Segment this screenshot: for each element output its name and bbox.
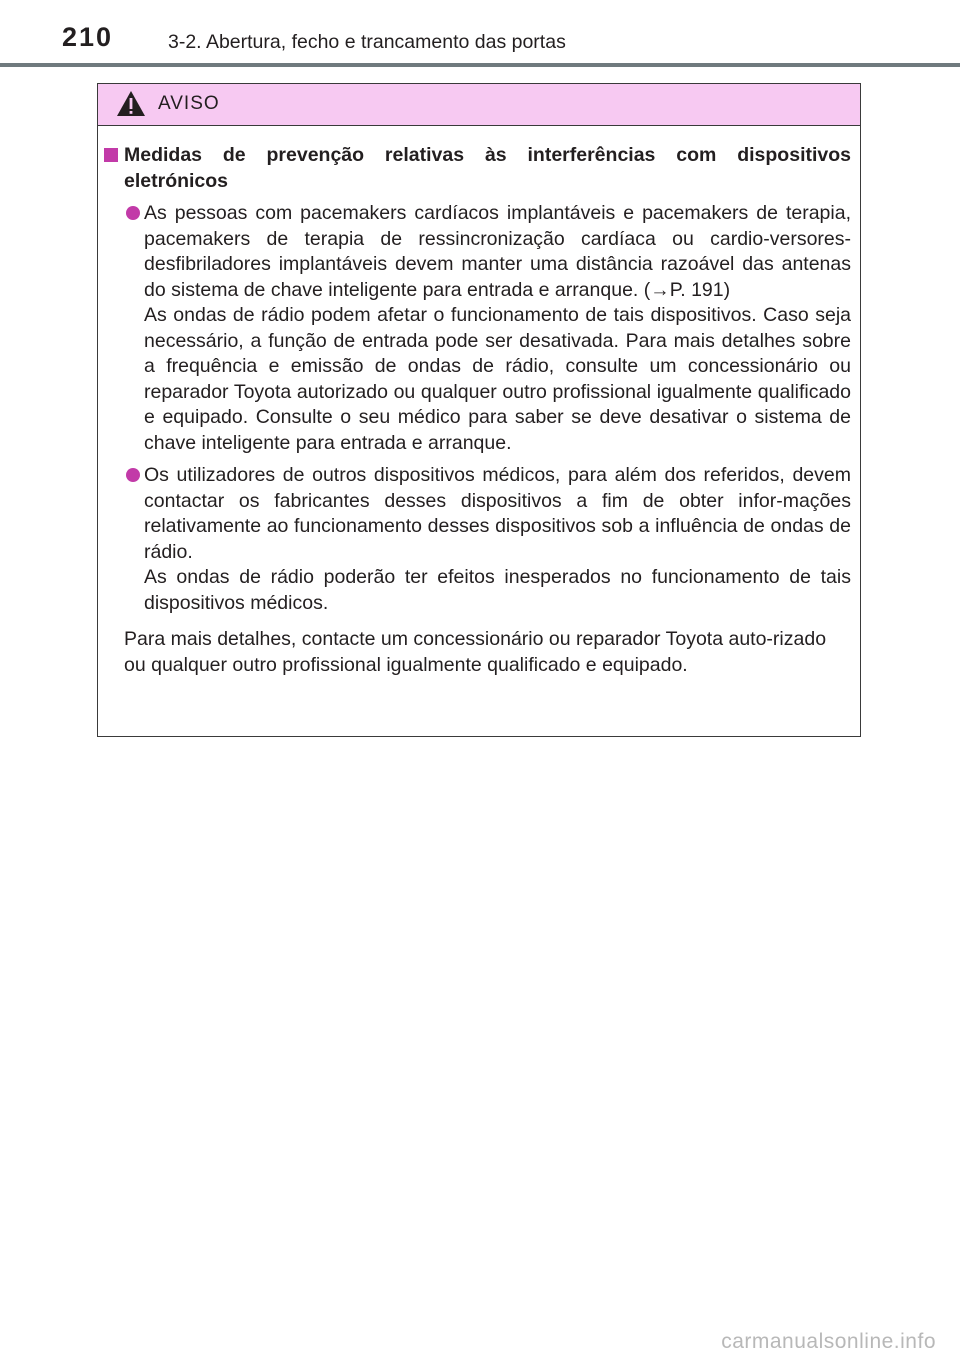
header-rule (0, 63, 960, 67)
warning-title: AVISO (158, 93, 220, 114)
paragraph: As ondas de rádio podem afetar o funcionamento de tais dispositivos. Caso seja necessário, a função de entrada pode ser desativada. Para mais detalhes sobre a frequência e emissão de ondas de rádio, consulte um concessionário ou reparador Toyota autorizado ou qualquer outro profissional igualmente qualificado e equipado. Consulte o seu médico para saber se deve desativar o sistema de chave inteligente para entrada e arranque. (144, 304, 851, 454)
circle-bullet-icon (126, 206, 140, 220)
watermark: carmanualsonline.info (721, 1330, 936, 1353)
warning-subheading (104, 143, 851, 194)
subheading-text: Medidas de prevenção relativas às interferências com dispositivos eletrónicos (124, 144, 851, 192)
circle-bullet-icon (126, 468, 140, 482)
warning-triangle-icon (116, 90, 146, 117)
paragraph: As ondas de rádio poderão ter efeitos inesperados no funcionamento de tais dispositivos médicos. (144, 566, 851, 614)
paragraph: Os utilizadores de outros dispositivos médicos, para além dos referidos, devem contactar os fabricantes desses dispositivos a fim de obter infor-mações relativamente ao funcionamento desses dispositivos sob a influência de ondas de rádio. (144, 464, 851, 563)
list-item (104, 201, 851, 456)
paragraph: As pessoas com pacemakers cardíacos implantáveis e pacemakers de terapia, pacemakers de terapia de ressincronização cardíaca ou cardio-versores-desfibriladores implantáveis devem manter uma distância razoável das antenas do sistema de chave inteligente para entrada e arranque. (→P. 191) (144, 202, 851, 301)
warning-box (97, 83, 861, 737)
warning-header (98, 84, 860, 126)
warning-body (98, 125, 860, 678)
page-header (0, 0, 960, 66)
section-title: 3-2. Abertura, fecho e trancamento das portas (168, 31, 566, 53)
square-bullet-icon (104, 148, 118, 162)
closing-paragraph: Para mais detalhes, contacte um concessionário ou reparador Toyota auto-rizado ou qualquer outro profissional igualmente qualificado e equipado. (124, 628, 827, 676)
list-item (104, 463, 851, 616)
page-number: 210 (62, 22, 114, 52)
